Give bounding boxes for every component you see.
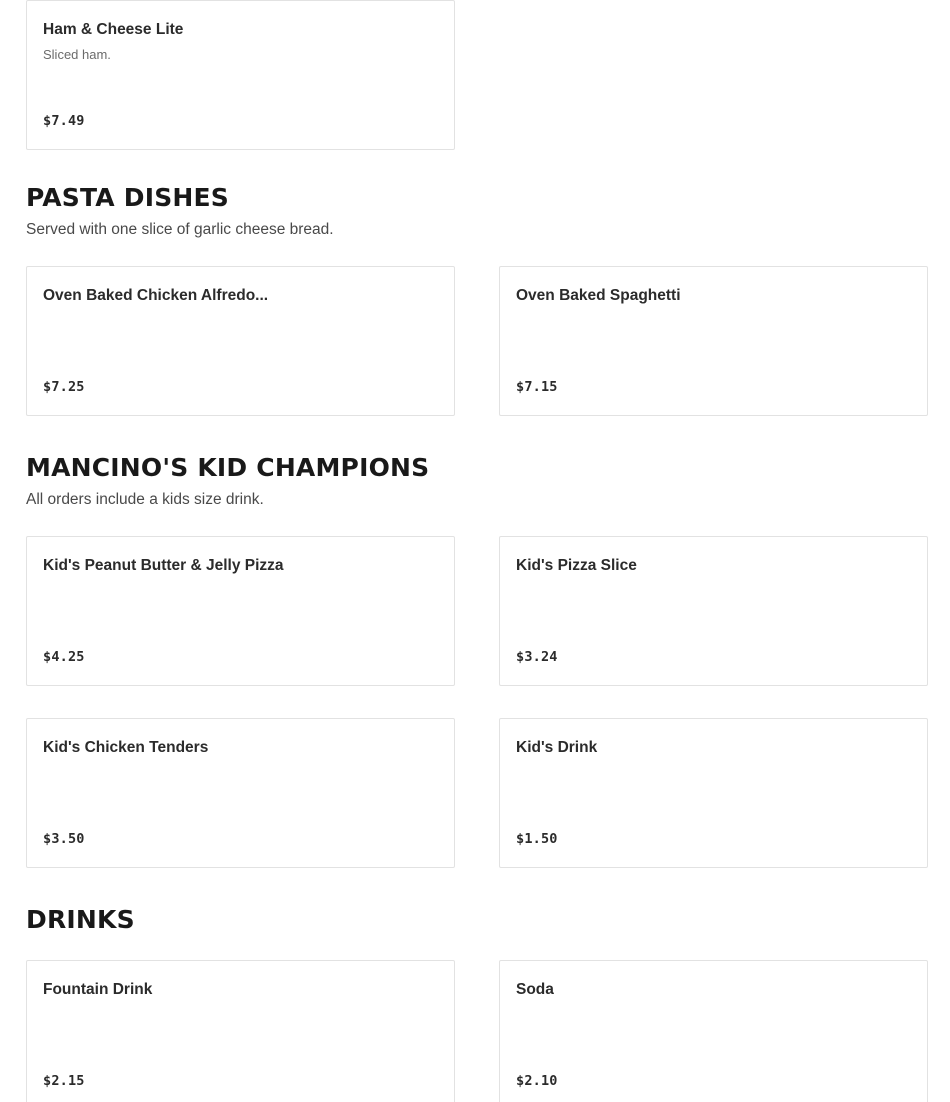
menu-item-name: Oven Baked Spaghetti [516,287,681,304]
menu-item-card[interactable] [499,536,928,686]
menu-item-price: $2.15 [43,1073,85,1089]
menu-item-name: Kid's Pizza Slice [516,557,637,574]
menu-item-name: Ham & Cheese Lite [43,21,184,38]
menu-item-name: Fountain Drink [43,981,153,998]
menu-section-sandwiches [26,0,928,150]
menu-item-name: Soda [516,981,554,998]
menu-section-pasta-dishes [26,183,928,416]
menu-item-price: $3.24 [516,649,558,665]
menu-item-card[interactable] [26,960,455,1102]
menu-item-name: Kid's Drink [516,739,598,756]
menu-item-card[interactable] [26,266,455,416]
menu-item-card[interactable] [499,266,928,416]
section-title: DRINKS [26,905,135,934]
menu-item-card[interactable] [26,0,455,150]
section-description: All orders include a kids size drink. [26,491,264,508]
menu-item-card[interactable] [26,536,455,686]
menu-item-price: $7.25 [43,379,85,395]
menu-item-name: Kid's Peanut Butter & Jelly Pizza [43,557,284,574]
section-title: PASTA DISHES [26,183,230,212]
menu-item-name: Oven Baked Chicken Alfredo... [43,287,269,304]
menu-item-card[interactable] [499,960,928,1102]
menu-item-price: $1.50 [516,831,558,847]
menu-section-drinks [26,905,928,1102]
menu-item-description: Sliced ham. [43,47,111,62]
menu-item-price: $4.25 [43,649,85,665]
menu-item-card[interactable] [499,718,928,868]
menu-item-price: $7.15 [516,379,558,395]
menu-item-price: $2.10 [516,1073,558,1089]
menu-item-name: Kid's Chicken Tenders [43,739,209,756]
section-title: MANCINO'S KID CHAMPIONS [26,453,430,482]
section-description: Served with one slice of garlic cheese bread. [26,221,334,238]
menu-item-price: $3.50 [43,831,85,847]
menu-item-price: $7.49 [43,113,85,129]
menu-section-kid-champions [26,453,928,868]
menu-item-card[interactable] [26,718,455,868]
